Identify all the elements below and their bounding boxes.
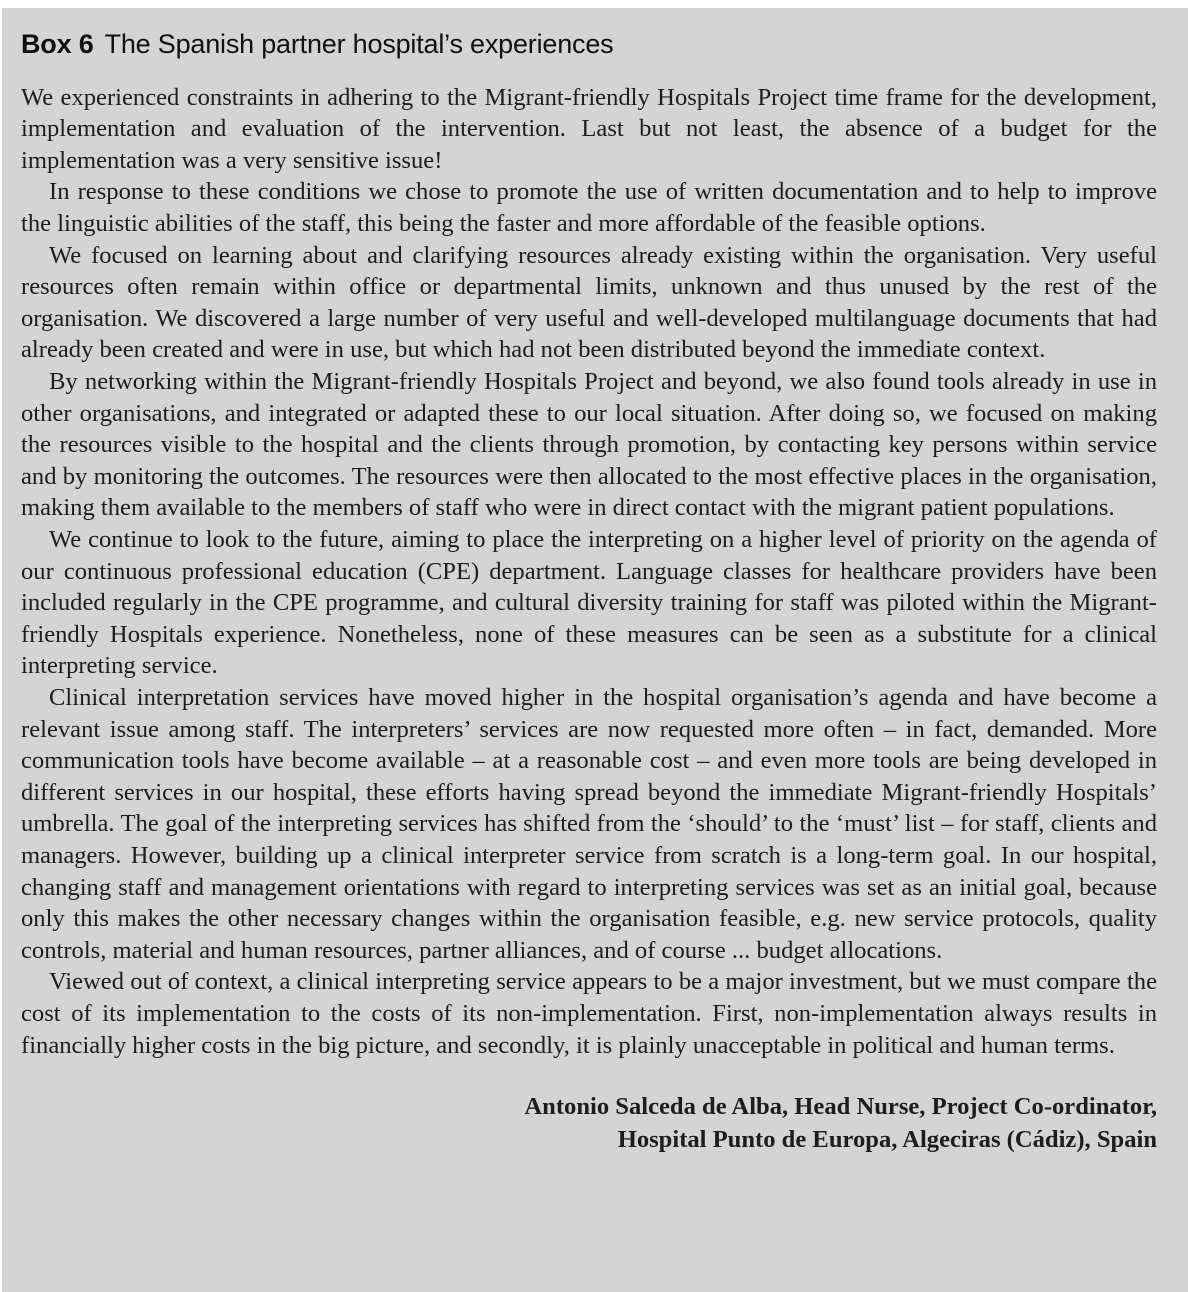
box-label: Box 6 bbox=[21, 29, 94, 59]
paragraph-constraints: We experienced constraints in adhering to the Migrant-friendly Hospitals Project time frame for the development, implementation and evaluation of the intervention. Last but not least, the absence of a budget for the implementation was a very sensitive issue! bbox=[21, 83, 1157, 174]
box-heading bbox=[21, 30, 1157, 60]
attribution-hospital: Hospital Punto de Europa, Algeciras (Cádiz), Spain bbox=[617, 1125, 1157, 1153]
paragraph-networking: By networking within the Migrant-friendly Hospitals Project and beyond, we also found tools already in use in other organisations, and integrated or adapted these to our local situation. After doing so, we focused on making the resources visible to the hospital and the clients through promotion, by contacting key persons within service and by monitoring the outcomes. The resources were then allocated to the most effective places in the organisation, making them available to the members of staff who were in direct contact with the migrant patient populations. bbox=[21, 368, 1157, 522]
paragraph-clinical-interpretation: Clinical interpretation services have moved higher in the hospital organisation’s agenda and have become a relevant issue among staff. The interpreters’ services are now requested more often – in fact, demanded. More communication tools have become available – at a reasonable cost – and even more tools are being developed in different services in our hospital, these efforts having spread beyond the immediate Migrant-friendly Hospitals’ umbrella. The goal of the interpreting services has shifted from the ‘should’ to the ‘must’ list – for staff, clients and managers. However, building up a clinical interpreter service from scratch is a long-term goal. In our hospital, changing staff and management orientations with regard to interpreting services was set as an initial goal, because only this makes the other necessary changes within the organisation feasible, e.g. new service protocols, quality controls, material and human resources, partner alliances, and of course ... budget allocations. bbox=[21, 683, 1157, 964]
box-6-panel bbox=[2, 8, 1188, 1292]
box-title: The Spanish partner hospital’s experiences bbox=[104, 29, 614, 59]
paragraph-cost-comparison: Viewed out of context, a clinical interpreting service appears to be a major investment, but we must compare the cost of its implementation to the costs of its non-implementation. First, non-implementation always results in financially higher costs in the big picture, and secondly, it is plainly unacceptable in political and human terms. bbox=[21, 968, 1157, 1059]
attribution bbox=[21, 1091, 1157, 1156]
attribution-author: Antonio Salceda de Alba, Head Nurse, Project Co-ordinator, bbox=[524, 1093, 1157, 1121]
paragraph-existing-resources: We focused on learning about and clarifying resources already existing within the organisation. Very useful resources often remain within office or departmental limits, unknown and thus unused by the rest of the organisation. We discovered a large number of very useful and well-developed multilanguage documents that had already been created and were in use, but which had not been distributed beyond the immediate context. bbox=[21, 241, 1157, 364]
paragraph-response: In response to these conditions we chose to promote the use of written documentation and to help to improve the linguistic abilities of the staff, this being the faster and more affordable of the feasible options. bbox=[21, 178, 1157, 238]
paragraph-future-cpe: We continue to look to the future, aiming to place the interpreting on a higher level of priority on the agenda of our continuous professional education (CPE) department. Language classes for healthcare providers have been included regularly in the CPE programme, and cultural diversity training for staff was piloted within the Migrant-friendly Hospitals experience. Nonetheless, none of these measures can be seen as a substitute for a clinical interpreting service. bbox=[21, 526, 1157, 680]
